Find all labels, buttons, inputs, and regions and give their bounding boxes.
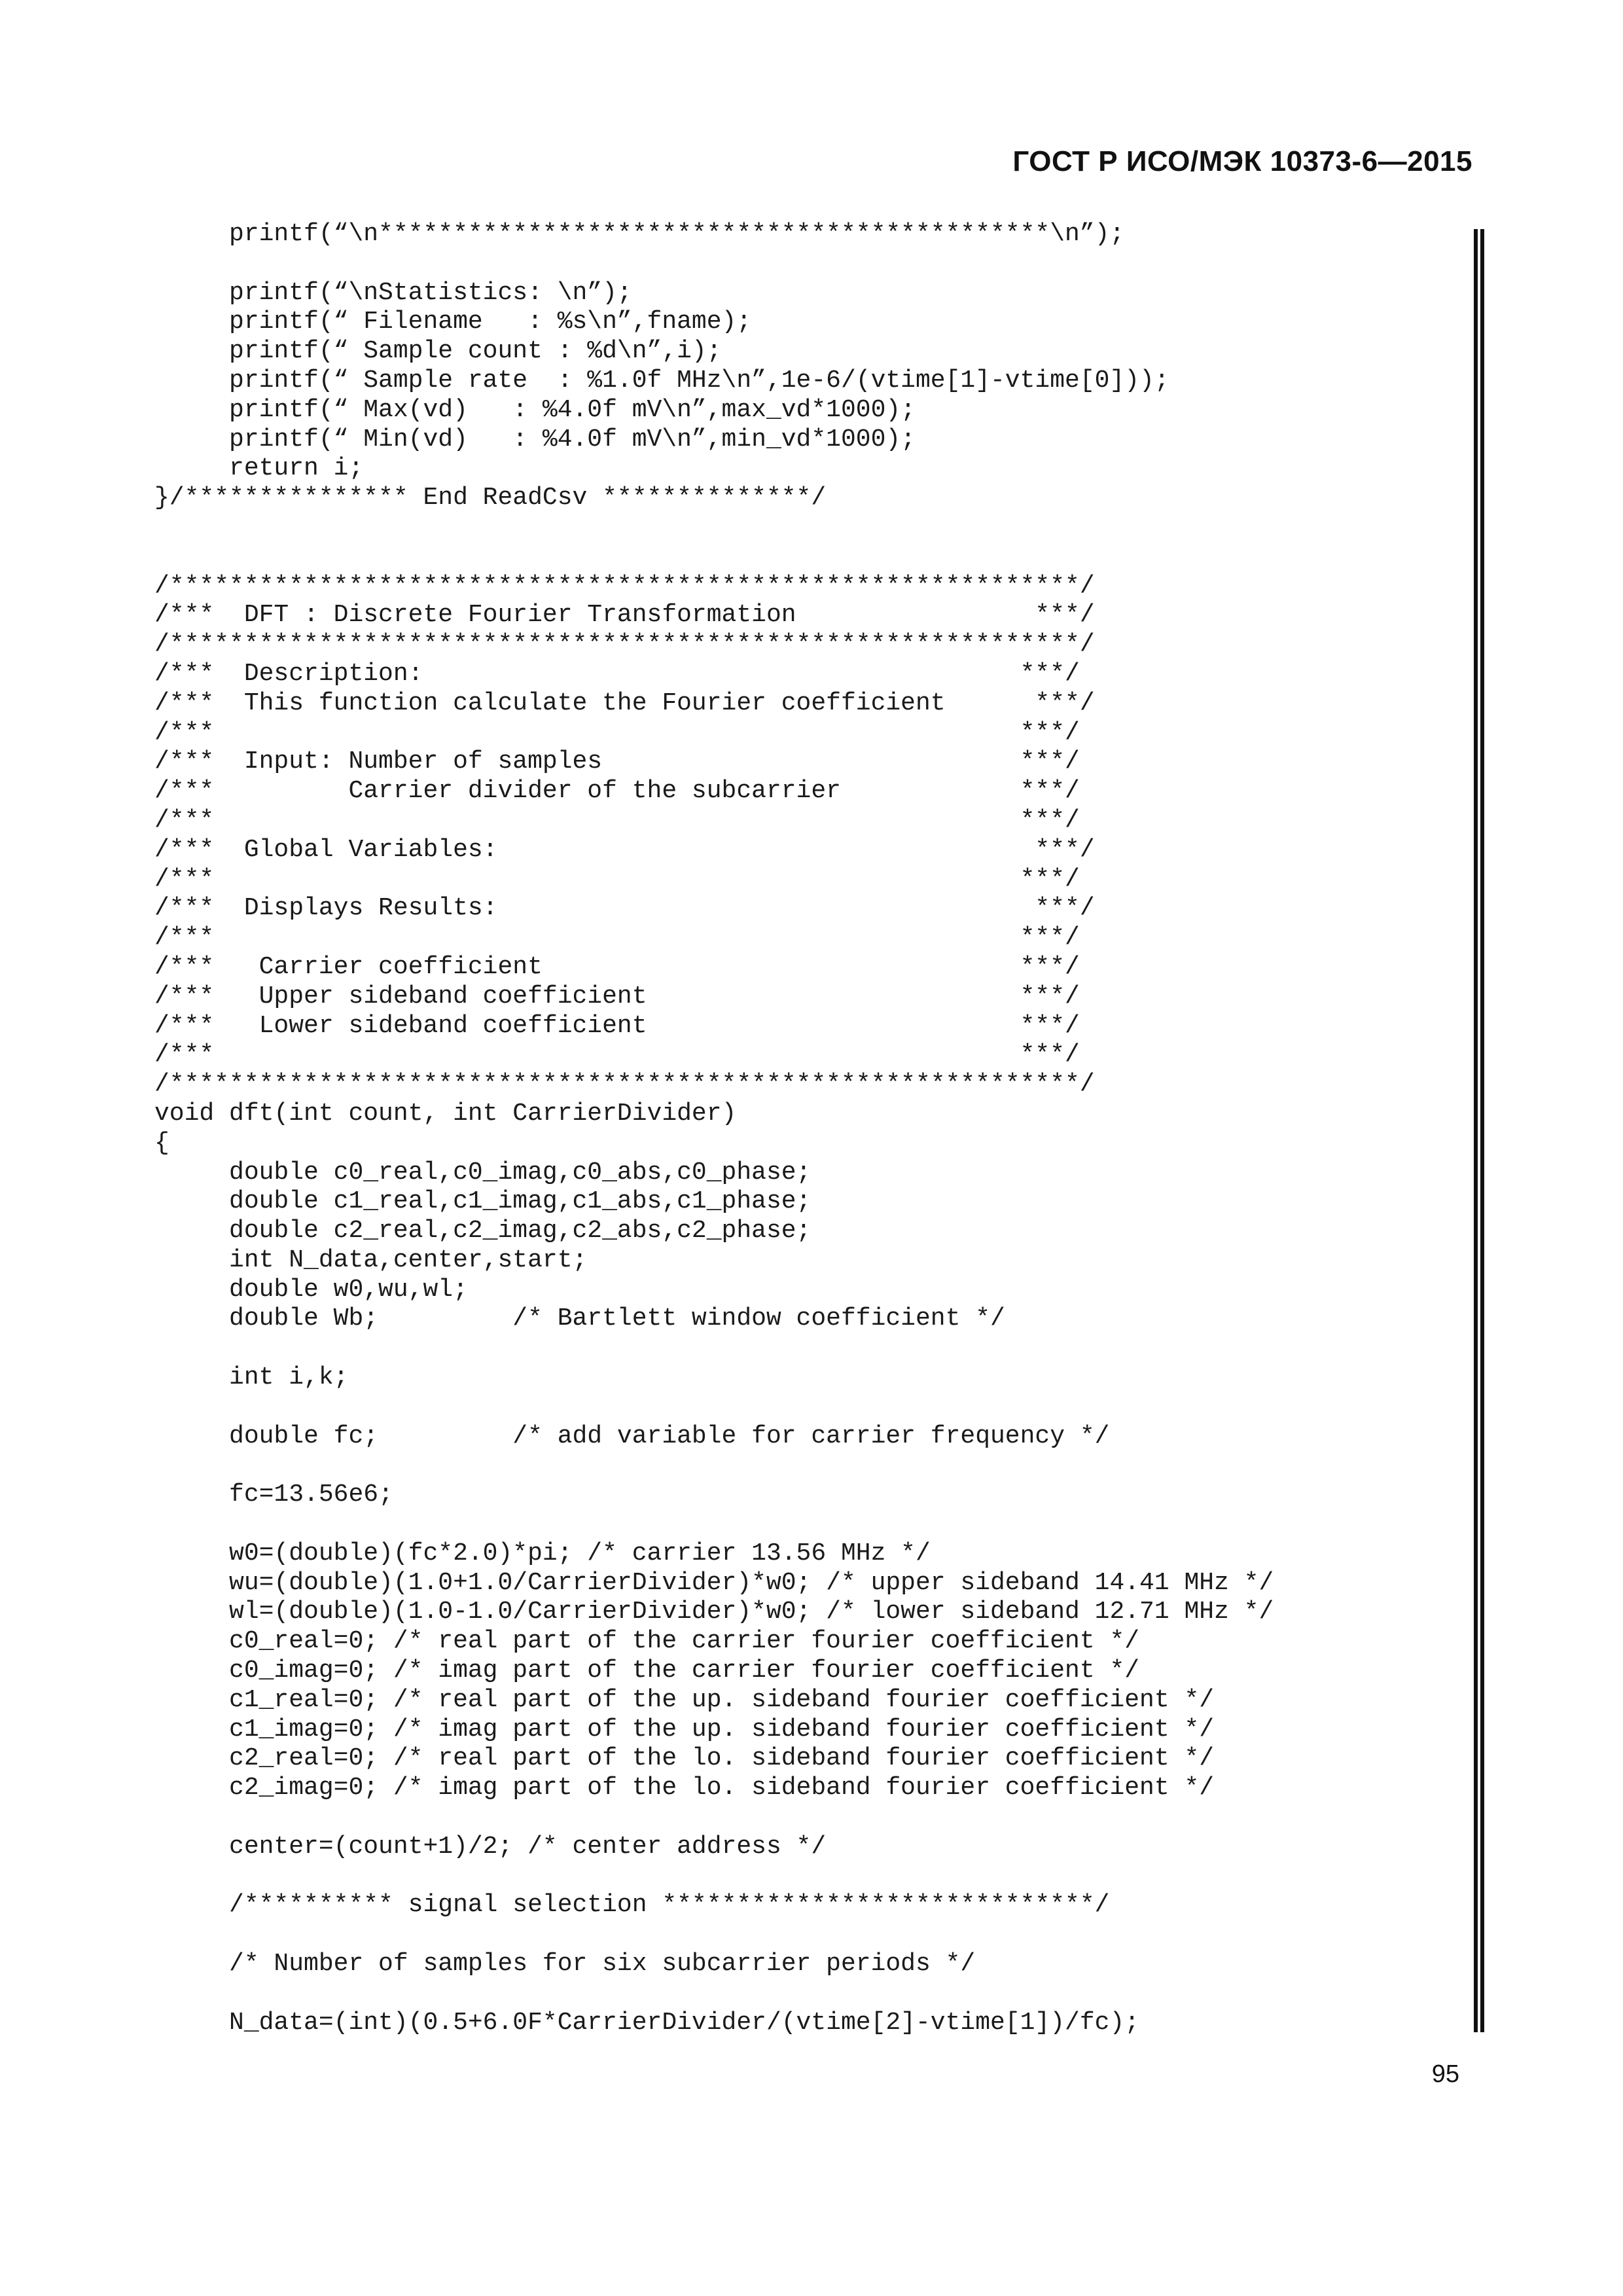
code-line: /*************************************************************/ [154, 630, 1095, 659]
code-line: wl=(double)(1.0-1.0/CarrierDivider)*w0; /* lower sideband 12.71 MHz */ [154, 1598, 1274, 1626]
code-line: printf(“ Sample rate : %1.0f MHz\n”,1e-6/(vtime[1]-vtime[0])); [154, 366, 1169, 395]
code-line [154, 1862, 1274, 1892]
code-line [154, 513, 1274, 543]
code-line: /********** signal selection *****************************/ [154, 1891, 1110, 1920]
code-line: /*************************************************************/ [154, 571, 1095, 600]
code-line: int i,k; [154, 1363, 349, 1392]
code-line: c2_real=0; /* real part of the lo. sideband fourier coefficient */ [154, 1744, 1215, 1773]
code-line: double w0,wu,wl; [154, 1275, 468, 1304]
code-line [154, 1334, 1274, 1363]
code-line: /*** Displays Results: ***/ [154, 894, 1095, 923]
code-line: /*** Carrier coefficient ***/ [154, 952, 1080, 981]
code-line [154, 1451, 1274, 1480]
code-line: /*** ***/ [154, 865, 1080, 893]
code-line: c0_imag=0; /* imag part of the carrier fourier coefficient */ [154, 1657, 1140, 1685]
code-line: printf(“ Max(vd) : %4.0f mV\n”,max_vd*1000); [154, 395, 916, 424]
code-line: /*** Upper sideband coefficient ***/ [154, 982, 1080, 1011]
code-line: int N_data,center,start; [154, 1246, 588, 1274]
code-line: center=(count+1)/2; /* center address */ [154, 1832, 827, 1861]
code-line: /*** Description: ***/ [154, 659, 1080, 688]
code-line: printf(“ Filename : %s\n”,fname); [154, 308, 752, 336]
code-line: c0_real=0; /* real part of the carrier fourier coefficient */ [154, 1627, 1140, 1656]
code-line [154, 249, 1274, 279]
change-bar-left [1474, 229, 1478, 2032]
code-line [154, 1920, 1274, 1950]
code-line: c2_imag=0; /* imag part of the lo. sideband fourier coefficient */ [154, 1774, 1215, 1803]
code-line: double c2_real,c2_imag,c2_abs,c2_phase; [154, 1217, 812, 1246]
code-line: wu=(double)(1.0+1.0/CarrierDivider)*w0; /* upper sideband 14.41 MHz */ [154, 1568, 1274, 1597]
code-line [154, 1393, 1274, 1422]
code-listing [154, 220, 1274, 2037]
code-line: w0=(double)(fc*2.0)*pi; /* carrier 13.56 MHz */ [154, 1539, 931, 1568]
code-line: printf(“\n*********************************************\n”); [154, 220, 1125, 248]
code-line: /*** This function calculate the Fourier coefficient ***/ [154, 689, 1095, 717]
code-line [154, 543, 1274, 572]
code-line: { [154, 1128, 169, 1157]
standard-header: ГОСТ Р ИСО/МЭК 10373-6—2015 [1012, 145, 1472, 177]
code-line: fc=13.56e6; [154, 1480, 393, 1509]
code-line: /*** ***/ [154, 924, 1080, 952]
code-line: double fc; /* add variable for carrier frequency */ [154, 1422, 1110, 1450]
code-line: /*** ***/ [154, 718, 1080, 747]
code-line: printf(“ Min(vd) : %4.0f mV\n”,min_vd*1000); [154, 425, 916, 454]
code-line: }/*************** End ReadCsv **************/ [154, 484, 827, 512]
code-line [154, 1510, 1274, 1539]
code-line: double Wb; /* Bartlett window coefficient */ [154, 1304, 1005, 1333]
code-line: /*** Input: Number of samples ***/ [154, 747, 1080, 776]
code-line: printf(“\nStatistics: \n”); [154, 278, 632, 307]
code-line: printf(“ Sample count : %d\n”,i); [154, 337, 722, 366]
code-line [154, 1803, 1274, 1833]
code-line: void dft(int count, int CarrierDivider) [154, 1099, 737, 1128]
code-line: N_data=(int)(0.5+6.0F*CarrierDivider/(vtime[2]-vtime[1])/fc); [154, 2008, 1140, 2037]
code-line: c1_real=0; /* real part of the up. sideband fourier coefficient */ [154, 1685, 1215, 1714]
change-bar-right [1480, 229, 1484, 2032]
code-line [154, 1979, 1274, 2009]
code-line: /*** DFT : Discrete Fourier Transformation ***/ [154, 601, 1095, 630]
page-number: 95 [1431, 2060, 1459, 2088]
code-line: return i; [154, 454, 364, 483]
code-line: /*** Lower sideband coefficient ***/ [154, 1011, 1080, 1040]
code-line: double c1_real,c1_imag,c1_abs,c1_phase; [154, 1187, 812, 1216]
code-line: /*************************************************************/ [154, 1070, 1095, 1099]
code-line: /*** Carrier divider of the subcarrier ***/ [154, 777, 1080, 806]
code-line: /*** ***/ [154, 806, 1080, 834]
code-line: double c0_real,c0_imag,c0_abs,c0_phase; [154, 1158, 812, 1187]
code-line: /* Number of samples for six subcarrier periods */ [154, 1950, 976, 1979]
code-line: c1_imag=0; /* imag part of the up. sideband fourier coefficient */ [154, 1715, 1215, 1744]
code-line: /*** ***/ [154, 1041, 1080, 1069]
code-line: /*** Global Variables: ***/ [154, 835, 1095, 864]
